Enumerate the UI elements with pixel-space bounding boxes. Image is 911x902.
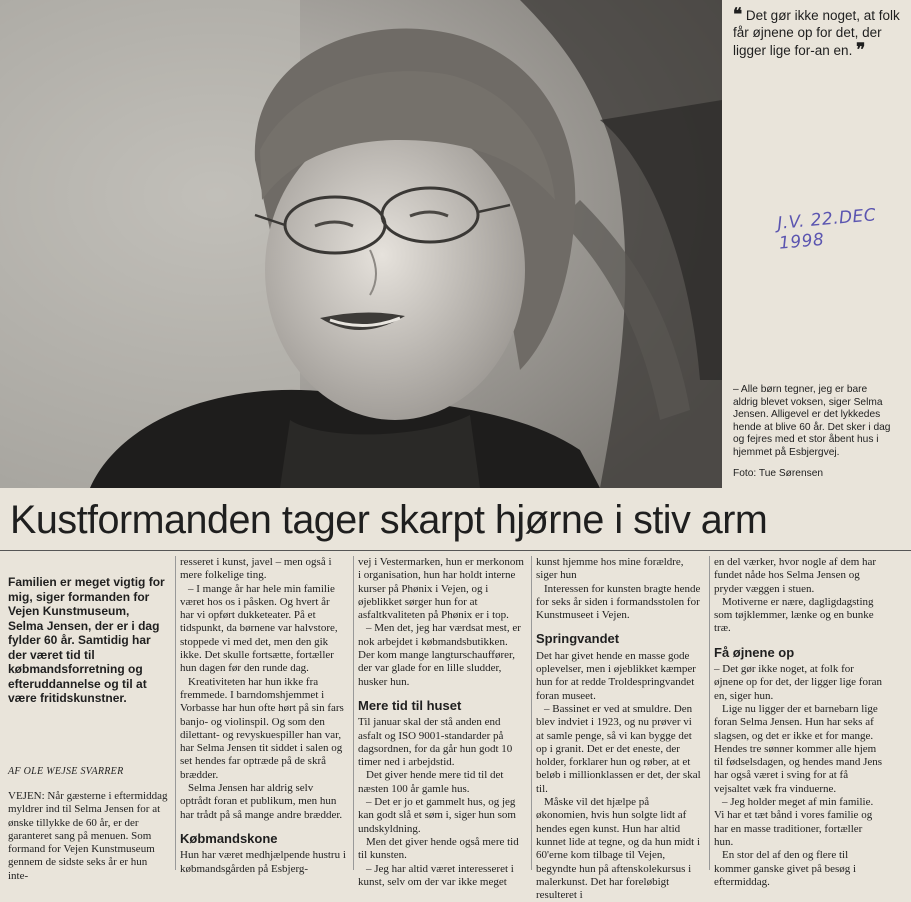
column-divider [175, 556, 176, 870]
column-1-body [8, 790, 168, 883]
paragraph: – I mange år har hele min familie været hos os i påsken. Og hvert år har vi opført dukketeater. På et tidspunkt, da børnene var halvstore, stoppede vi med det, men den gik ikke. Det skulle fortsætte, fortæller hun dagen før den runde dag. [180, 582, 338, 675]
paragraph: Men det giver hende også mere tid til kunsten. [358, 835, 519, 862]
paragraph: VEJEN: Når gæsterne i eftermiddag myldrer ind til Selma Jensen for at ønske tillykke de 60 år, er der garanteret sang på menuen. Som formand for Vejen Kunstmuseum gennem de sidste seks år er hun inte- [8, 790, 168, 882]
column-divider [353, 556, 354, 870]
paragraph: En stor del af den og flere til kommer ganske givet på besøg i eftermiddag. [714, 849, 857, 888]
paragraph: Det giver hende mere tid til det næsten 100 år gamle hus. [358, 769, 504, 795]
column-divider [709, 556, 710, 870]
column-4 [536, 556, 702, 902]
paragraph: Interessen for kunsten bragte hende for seks år siden i formandsstolen for Kunstmuseet i Vejen. [536, 582, 701, 622]
headline: Kustformanden tager skarpt hjørne i stiv arm [10, 498, 768, 542]
handwritten-date: J.V. 22.DEC 1998 [776, 205, 878, 254]
column-3 [358, 556, 524, 889]
open-quote-icon: ❝ [733, 5, 743, 24]
paragraph: – Jeg holder meget af min familie. Vi har et tæt bånd i vores familie og har en masse traditioner, fortæller hun. [714, 796, 874, 848]
quote-text: Det gør ikke noget, at folk får øjnene op for det, der ligger lige for-an en. [733, 8, 900, 58]
paragraph: Det har givet hende en masse gode oplevelser, men i øjeblikket kæmper hun for at redde Troldespringvandet foran museet. [536, 649, 696, 702]
paragraph: Til januar skal der stå anden end asfalt og ISO 9001-standarder på dagsordnen, for da går hun godt 10 timer ned i arbejdstid. [358, 716, 513, 769]
paragraph: Motiverne er nære, dagligdagsting som tøjklemmer, lænke og en bunke træ. [714, 595, 874, 635]
pull-quote [733, 6, 905, 59]
portrait-photo [0, 0, 722, 488]
caption-text: – Alle børn tegner, jeg er bare aldrig blevet voksen, siger Selma Jensen. Alligevel er det lykkedes hende at blive 60 år. Det sker i dag og fejres med et stor åbent hus i hjemmet på Esbjergvej. [733, 384, 891, 458]
subheading: Springvandet [536, 631, 620, 647]
paragraph: – Det gør ikke noget, at folk for øjnene op for det, der ligger lige foran en, siger hun. [714, 663, 882, 702]
headline-rule [0, 550, 911, 551]
subheading: Få øjnene op [714, 644, 795, 660]
paragraph: – Jeg har altid været interesseret i kunst, selv om der var ikke meget [358, 862, 514, 888]
paragraph: kunst hjemme hos mine forældre, siger hun [536, 556, 684, 582]
paragraph: – Bassinet er ved at smuldre. Den blev indviet i 1923, og nu prøver vi at samle penge, så vi kan bygge det op i granit. Det er det eneste, der holder, forklarer hun og røber, at et beløb i millionklassen er det, der skal til. [536, 702, 701, 795]
column-divider [531, 556, 532, 870]
paragraph: Kreativiteten har hun ikke fra fremmede. I barndomshjemmet i Vorbasse har hun ofte hørt på sin fars banjo- og violinspil. Og som den dilettant- og revyskuespiller han var, har Selma Jensen tit siddet i salen og set hendes far optræde på de skrå brædder. [180, 675, 344, 781]
paragraph: Hun har været medhjælpende hustru i købmandsgården på Esbjerg- [180, 849, 346, 875]
lead-paragraph: Familien er meget vigtig for mig, siger formanden for Vejen Kunstmuseum, Selma Jensen, der er i dag fylder 60 år. Samtidig har der været tid til købmandsforretning og efteruddannelse og til at være fritidskunstner. [8, 575, 165, 705]
paragraph: en del værker, hvor nogle af dem har fundet nåde hos Selma Jensen og pryder væggen i stuen. [714, 556, 877, 595]
column-5 [714, 556, 884, 889]
close-quote-icon: ❞ [856, 40, 866, 59]
photo-credit: Foto: Tue Sørensen [733, 467, 824, 479]
subheading: Mere tid til huset [358, 697, 462, 713]
paragraph: – Det er jo et gammelt hus, og jeg kan godt slå et søm i, siger hun som undskyldning. [358, 796, 516, 835]
photo-caption [733, 384, 893, 480]
paragraph: Måske vil det hjælpe på økonomien, hvis hun solgte lidt af hendes egen kunst. Hun har altid kunnet lide at tegne, og da hun midt i 60'erne kom tilbage til Vejen, begyndte hun på aftenskolekursus i malerkunst. Det har foreløbigt resulteret i [536, 796, 701, 902]
paragraph: Selma Jensen har aldrig selv optrådt foran et publikum, men hun har trådt på så mange andre brædder. [180, 782, 343, 821]
byline: AF OLE WEJSE SVARRER [8, 766, 124, 777]
paragraph: – Men det, jeg har værdsat mest, er nok arbejdet i købmandsbutikken. Der kom mange langturschauffører, der var glade for en lille sludder, husker hun. [358, 622, 521, 688]
subheading: Købmandskone [180, 830, 278, 846]
paragraph: vej i Vestermarken, hun er merkonom i organisation, hun har holdt interne kurser på Phønix i Vejen, og i øjeblikket sørger hun for at asfaltkvaliteten på Phønix er i top. [358, 556, 524, 622]
paragraph: Lige nu ligger der et barnebarn lige foran Selma Jensen. Hun har seks af slagsen, og det er ikke et for mange. Hendes tre sønner kommer alle hjem til fødselsdagen, og hendes mand Jens har også været i sving for at få vejsaltet væk fra vinduerne. [714, 702, 883, 795]
paragraph: resseret i kunst, javel – men også i mere folkelige ting. [180, 556, 332, 582]
column-2 [180, 556, 346, 876]
